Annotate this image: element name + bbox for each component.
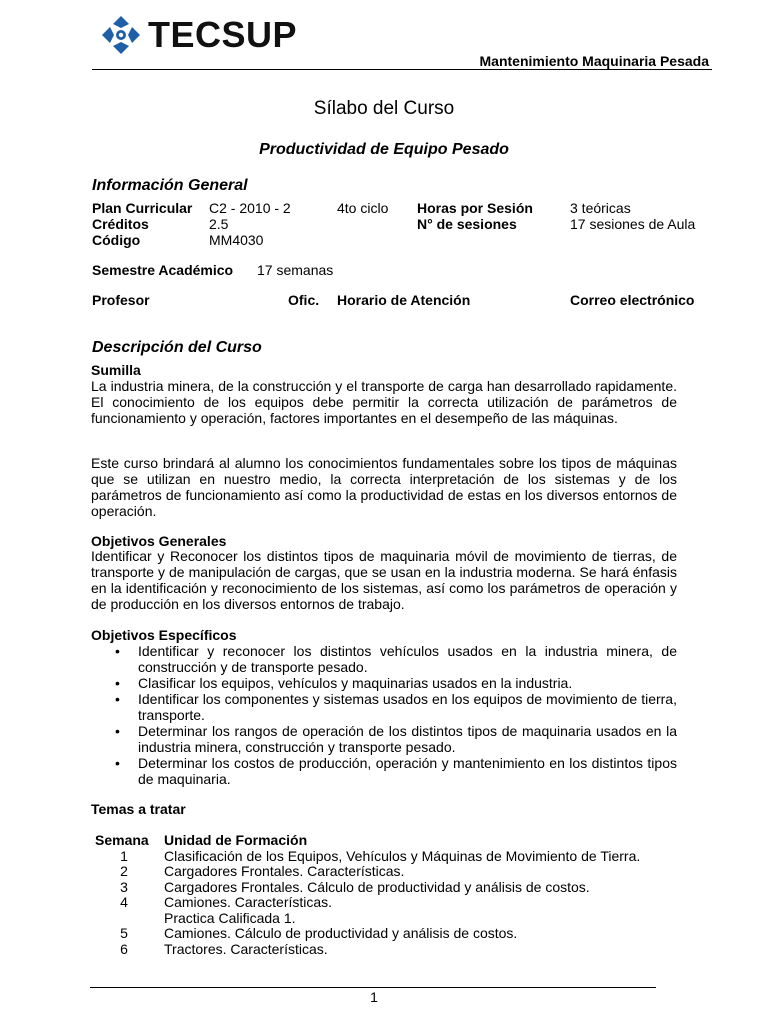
table-row: 2 Cargadores Frontales. Características. [120,863,405,879]
header-department: Mantenimiento Maquinaria Pesada [479,53,709,69]
sumilla-paragraph-1: La industria minera, de la construcción y el transporte de carga han desarrollado rapidamente. El conocimiento de los equipos debe permitir la correcta utilización de parámetros de funcionamiento y operación, factores importantes en el desempeño de las máquinas. [91,378,677,426]
bullet: • [115,675,120,691]
header-divider [92,69,712,70]
course-name: Productividad de Equipo Pesado [259,141,509,158]
schedule-label: Horario de Atención [337,292,471,308]
code-label: Código [92,232,141,248]
table-row: 5 Camiones. Cálculo de productividad y análisis de costos. [120,925,518,941]
unit-column-header: Unidad de Formación [164,832,308,848]
hours-label: Horas por Sesión [417,200,533,216]
sumilla-label: Sumilla [91,362,141,378]
cycle-value: 4to ciclo [337,200,389,216]
table-row: Practica Calificada 1. [164,909,296,926]
general-objectives-text: Identificar y Reconocer los distintos tipos de maquinaria móvil de movimiento de tierras, de transporte y de manipulación de cargas, que se usan en la industria moderna. Se hará énfasis en la identificación y reconocimiento de los sistemas, así como los parámetros de operación y de producción en los diversos entornos de trabajo. [91,548,677,612]
sessions-label: N° de sesiones [417,216,517,232]
credits-label: Créditos [92,216,149,232]
email-label: Correo electrónico [570,292,695,308]
plan-value: C2 - 2010 - 2 [209,200,291,216]
credits-value: 2.5 [209,216,229,232]
week-column-header: Semana [95,832,149,848]
code-value: MM4030 [209,232,264,248]
table-row: 4 Camiones. Características. [120,894,333,910]
list-item: • Determinar los rangos de operación de los distintos tipos de maquinaria usados en la industria minera, construcción y transporte pesado. [115,723,677,755]
table-row: 1 Clasificación de los Equipos, Vehículos y Máquinas de Movimiento de Tierra. [120,847,641,864]
specific-objectives-list [114,643,677,787]
table-header [95,833,640,849]
professor-label: Profesor [92,292,150,308]
page-title: Sílabo del Curso [313,98,455,119]
topics-table [95,833,640,957]
table-row: 3 Cargadores Frontales. Cálculo de productividad y análisis de costos. [120,878,590,895]
office-label: Ofic. [288,292,320,308]
list-item: • Identificar los componentes y sistemas usados en los equipos de movimiento de tierra, transporte. [115,691,677,723]
bullet: • [115,643,120,659]
hours-value: 3 teóricas [570,200,631,216]
list-item: • Identificar y reconocer los distintos vehículos usados en la industria minera, de construcción y de transporte pesado. [115,643,677,675]
logo-wordmark: TECSUP [148,14,298,55]
tecsup-emblem-icon [100,14,142,56]
bullet: • [115,723,120,739]
info-heading: Información General [92,177,248,194]
description-heading: Descripción del Curso [92,339,262,356]
list-item: • Determinar los costos de producción, operación y mantenimiento en los distintos tipos de maquinaria. [115,755,677,787]
tecsup-logo [100,14,297,56]
bullet: • [115,691,120,707]
sumilla-paragraph-2: Este curso brindará al alumno los conocimientos fundamentales sobre los tipos de máquinas que se utilizan en nuestro medio, la correcta interpretación de los sistemas y de los parámetros de funcionamiento así como la productividad de estas en los diversos entornos de operación. [91,455,677,519]
page-number: 1 [370,989,378,1005]
footer-divider [90,987,656,988]
bullet: • [115,755,120,771]
semester-label: Semestre Académico [92,262,234,278]
table-row: 6 Tractores. Características. [120,940,328,957]
topics-heading: Temas a tratar [91,801,186,817]
sessions-value: 17 sesiones de Aula [570,216,696,232]
plan-label: Plan Curricular [92,200,193,216]
semester-value: 17 semanas [257,262,334,278]
specific-objectives-label: Objetivos Específicos [91,627,237,643]
list-item: • Clasificar los equipos, vehículos y maquinarias usados en la industria. [115,675,573,691]
general-objectives-label: Objetivos Generales [91,533,227,549]
